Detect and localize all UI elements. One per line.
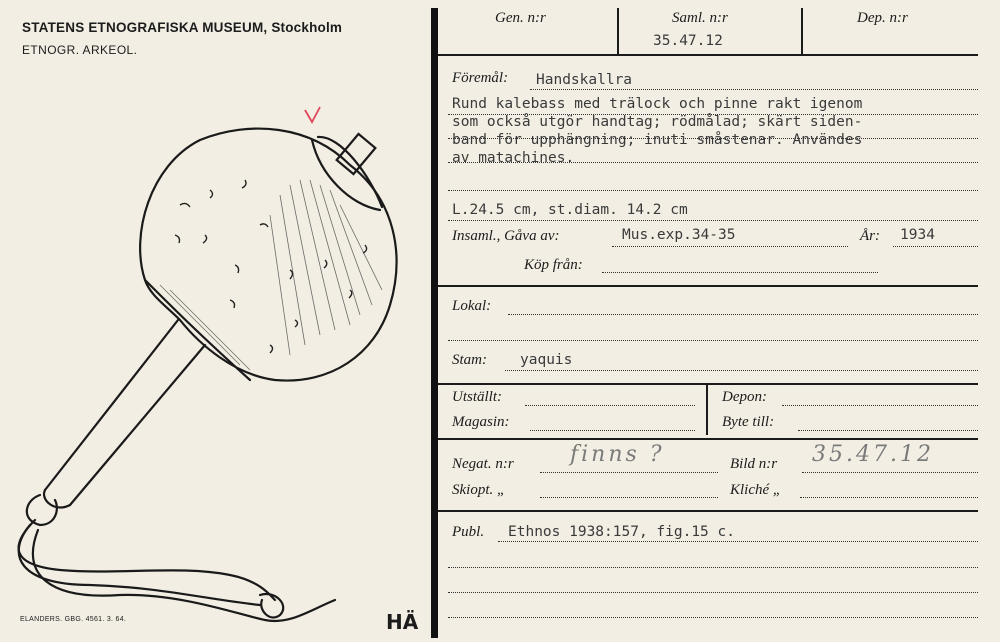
museum-title (22, 20, 342, 35)
description-line-4: av matachines. (452, 150, 575, 166)
description-line-3: band för upphängning; inuti småstenar. Användes (452, 132, 863, 148)
kliche-label: Kliché „ (730, 482, 782, 498)
publ-label: Publ. (452, 524, 485, 540)
column-divider (617, 8, 619, 54)
magasin-label: Magasin: (452, 414, 510, 430)
byte-label: Byte till: (722, 414, 775, 430)
dotted-line (448, 190, 978, 191)
dotted-line (602, 272, 878, 273)
skiopt-label: Skiopt. „ (452, 482, 506, 498)
dotted-line (530, 430, 695, 431)
insaml-value: Mus.exp.34-35 (622, 227, 736, 243)
card-divider (431, 8, 438, 638)
dotted-line (525, 405, 695, 406)
section-rule (438, 438, 978, 440)
dotted-line (530, 89, 978, 90)
kop-label: Köp från: (524, 257, 583, 273)
department-subtitle: ETNOGR. ARKEOL. (22, 43, 138, 57)
rattle-drawing (0, 95, 430, 642)
publ-value: Ethnos 1938:157, fig.15 c. (508, 524, 735, 540)
dotted-line (893, 246, 978, 247)
bild-value: 35.47.12 (812, 442, 934, 467)
dotted-line (798, 430, 978, 431)
section-rule (438, 285, 978, 287)
dotted-line (505, 370, 978, 371)
red-check-mark (305, 107, 320, 122)
handwritten-initials: HÄ (386, 610, 419, 634)
description-line-1: Rund kalebass med trälock och pinne rakt igenom (452, 96, 863, 112)
stam-label: Stam: (452, 352, 487, 368)
section-rule (438, 510, 978, 512)
dotted-line (800, 497, 978, 498)
header-rule (438, 54, 978, 56)
description-line-2: som också utgör handtag; rödmålad; skärt siden- (452, 114, 863, 130)
dimensions-value: L.24.5 cm, st.diam. 14.2 cm (452, 202, 688, 218)
dotted-line (802, 472, 978, 473)
dotted-line (448, 114, 978, 115)
lokal-label: Lokal: (452, 298, 492, 314)
year-label: År: (860, 228, 880, 244)
gen-nr-label: Gen. n:r (495, 10, 546, 26)
year-value: 1934 (900, 227, 935, 243)
dotted-line (448, 567, 978, 568)
negat-label: Negat. n:r (452, 456, 514, 472)
museum-name: STATENS ETNOGRAFISKA MUSEUM, (22, 20, 268, 35)
dotted-line (448, 592, 978, 593)
foremal-value: Handskallra (536, 72, 633, 88)
depon-label: Depon: (722, 389, 767, 405)
stam-value: yaquis (520, 352, 573, 368)
section-rule (438, 383, 978, 385)
dotted-line (448, 340, 978, 341)
saml-nr-value: 35.47.12 (653, 33, 723, 49)
dotted-line (782, 405, 978, 406)
saml-nr-label: Saml. n:r (672, 10, 728, 26)
dotted-line (540, 472, 718, 473)
utstallt-label: Utställt: (452, 389, 503, 405)
printer-imprint: ELANDERS. GBG. 4561. 3. 64. (20, 616, 127, 623)
dotted-line (448, 138, 978, 139)
negat-value: finns ? (570, 442, 665, 467)
dep-nr-label: Dep. n:r (857, 10, 908, 26)
dotted-line (498, 541, 978, 542)
dotted-line (448, 220, 978, 221)
bild-label: Bild n:r (730, 456, 778, 472)
dotted-line (612, 246, 848, 247)
foremal-label: Föremål: (452, 70, 509, 86)
dotted-line (508, 314, 978, 315)
museum-city: Stockholm (271, 20, 343, 35)
column-divider (801, 8, 803, 54)
dotted-line (540, 497, 718, 498)
column-divider (706, 385, 708, 435)
insaml-label: Insaml., Gåva av: (452, 228, 560, 244)
dotted-line (448, 617, 978, 618)
description-text (452, 95, 992, 167)
dotted-line (448, 162, 978, 163)
